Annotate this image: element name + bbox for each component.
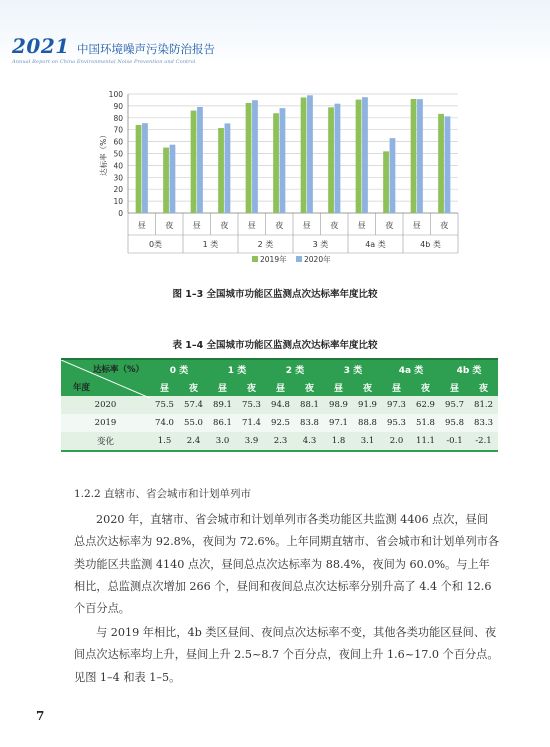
bar <box>170 145 176 213</box>
bar-chart <box>0 0 550 300</box>
bar <box>328 107 334 213</box>
bar <box>246 103 252 213</box>
x-subcategory-label: 昼 <box>302 221 311 230</box>
table-row <box>61 396 498 414</box>
bar <box>301 97 307 213</box>
table-cell: 1.8 <box>324 432 353 451</box>
bar <box>411 99 417 213</box>
bar <box>163 148 169 213</box>
class-header: 2 类 <box>266 359 324 378</box>
corner-label-rate: 达标率（%） <box>92 365 144 375</box>
class-header: 0 类 <box>150 359 208 378</box>
x-category-label: 3 类 <box>312 240 329 249</box>
bar <box>356 100 362 213</box>
table-cell: 98.9 <box>324 396 353 414</box>
report-title: 中国环境噪声污染防治报告 <box>77 42 215 56</box>
report-subtitle: Annual Report on China Environmental Noise Prevention and Control <box>12 59 196 65</box>
table-cell: 95.8 <box>440 414 469 432</box>
y-tick-label: 20 <box>113 185 123 195</box>
table-cell: 3.1 <box>353 432 382 451</box>
x-subcategory-label: 夜 <box>165 221 174 230</box>
y-tick-label: 10 <box>113 197 123 207</box>
table-row <box>61 432 498 451</box>
bar <box>335 104 341 213</box>
x-subcategory-label: 夜 <box>275 221 284 230</box>
table-cell: -0.1 <box>440 432 469 451</box>
table-cell: 89.1 <box>208 396 237 414</box>
bar <box>191 111 197 213</box>
page-number: 7 <box>36 709 45 723</box>
table-cell: 2.3 <box>266 432 295 451</box>
day-header: 昼 <box>266 378 295 396</box>
legend-swatch <box>296 256 302 262</box>
table-cell: 83.8 <box>295 414 324 432</box>
y-tick-label: 30 <box>113 173 123 183</box>
day-header: 昼 <box>324 378 353 396</box>
bar <box>273 113 279 213</box>
table-cell: 2.4 <box>179 432 208 451</box>
table-cell: 95.7 <box>440 396 469 414</box>
body-paragraph: 与 2019 年相比，4b 类区昼间、夜间点次达标率不变，其他各类功能区昼间、夜间点次达标率均上升，昼间上升 2.5~8.7 个百分点，夜间上升 1.6~17.0 个百分点。见图 1–4 和表 1–5。 <box>74 626 499 684</box>
table-cell: 97.3 <box>382 396 411 414</box>
table-cell: 95.3 <box>382 414 411 432</box>
table-cell: 74.0 <box>150 414 179 432</box>
legend-swatch <box>252 256 258 262</box>
table-cell: 81.2 <box>469 396 498 414</box>
row-label: 2019 <box>61 414 150 432</box>
day-header: 昼 <box>150 378 179 396</box>
table-cell: 57.4 <box>179 396 208 414</box>
table-cell: 91.9 <box>353 396 382 414</box>
bar <box>307 95 313 213</box>
x-subcategory-label: 夜 <box>330 221 339 230</box>
corner-label-year: 年度 <box>73 383 91 393</box>
y-tick-label: 80 <box>113 113 123 123</box>
class-header: 4a 类 <box>382 359 440 378</box>
y-tick-label: 40 <box>113 161 123 171</box>
x-category-label: 0类 <box>148 240 163 249</box>
table-cell: 86.1 <box>208 414 237 432</box>
class-header: 4b 类 <box>440 359 498 378</box>
x-subcategory-label: 夜 <box>385 221 394 230</box>
table-cell: 1.5 <box>150 432 179 451</box>
night-header: 夜 <box>411 378 440 396</box>
legend-label: 2020年 <box>304 255 331 264</box>
bar <box>225 123 231 213</box>
bar <box>142 123 148 213</box>
bar <box>252 100 258 213</box>
table-cell: 88.1 <box>295 396 324 414</box>
table-cell: 88.8 <box>353 414 382 432</box>
row-label: 2020 <box>61 396 150 414</box>
bar <box>445 116 451 213</box>
x-subcategory-label: 昼 <box>247 221 256 230</box>
day-header: 昼 <box>382 378 411 396</box>
row-label: 变化 <box>61 432 150 451</box>
table-cell: 75.3 <box>237 396 266 414</box>
table-cell: 4.3 <box>295 432 324 451</box>
x-subcategory-label: 昼 <box>192 221 201 230</box>
bar <box>362 97 368 213</box>
class-header: 1 类 <box>208 359 266 378</box>
night-header: 夜 <box>469 378 498 396</box>
x-category-label: 2 类 <box>257 240 274 249</box>
x-subcategory-label: 夜 <box>440 221 449 230</box>
table-caption: 表 1–4 全国城市功能区监测点次达标率年度比较 <box>172 340 378 351</box>
bar <box>136 125 142 213</box>
table-cell: 3.0 <box>208 432 237 451</box>
table-cell: 94.8 <box>266 396 295 414</box>
day-header: 昼 <box>440 378 469 396</box>
night-header: 夜 <box>237 378 266 396</box>
y-tick-label: 90 <box>113 101 123 111</box>
y-tick-label: 50 <box>113 149 123 159</box>
y-tick-label: 100 <box>108 90 123 99</box>
table-cell: 71.4 <box>237 414 266 432</box>
table-cell: 2.0 <box>382 432 411 451</box>
bar <box>438 114 444 213</box>
legend-label: 2019年 <box>260 255 287 264</box>
table-corner-header <box>61 359 150 396</box>
x-subcategory-label: 夜 <box>220 221 229 230</box>
x-subcategory-label: 昼 <box>137 221 146 230</box>
x-category-label: 4a 类 <box>365 240 386 249</box>
bar <box>417 99 423 213</box>
table-cell: 62.9 <box>411 396 440 414</box>
bar <box>383 151 389 213</box>
x-subcategory-label: 昼 <box>412 221 421 230</box>
body-paragraph: 2020 年，直辖市、省会城市和计划单列市各类功能区共监测 4406 点次，昼间总点次达标率为 92.8%，夜间为 72.6%。上年同期直辖市、省会城市和计划单列市各类功能区共监测 4140 点次，昼间总点次达标率为 88.4%，夜间为 60.0%。与上年相比，总监测点次增加 266 个，昼间和夜间总点次达标率分别升高了 4.4 个和 12.6 个百分点。 <box>74 513 500 616</box>
section-heading: 1.2.2 直辖市、省会城市和计划单列市 <box>74 488 252 500</box>
night-header: 夜 <box>353 378 382 396</box>
bar <box>218 128 224 213</box>
table-cell: 55.0 <box>179 414 208 432</box>
compliance-table <box>61 358 498 452</box>
bar <box>280 108 286 213</box>
day-header: 昼 <box>208 378 237 396</box>
table-cell: 83.3 <box>469 414 498 432</box>
table-cell: 11.1 <box>411 432 440 451</box>
night-header: 夜 <box>295 378 324 396</box>
table-cell: 3.9 <box>237 432 266 451</box>
table-cell: 92.5 <box>266 414 295 432</box>
table-cell: 51.8 <box>411 414 440 432</box>
bar <box>197 107 203 213</box>
bar <box>390 138 396 213</box>
night-header: 夜 <box>179 378 208 396</box>
y-tick-label: 0 <box>118 209 123 218</box>
x-category-label: 1 类 <box>202 240 219 249</box>
table-cell: 75.5 <box>150 396 179 414</box>
table-cell: -2.1 <box>469 432 498 451</box>
y-tick-label: 70 <box>113 125 123 135</box>
y-axis-label: 达标率（%） <box>99 131 108 176</box>
y-tick-label: 60 <box>113 137 123 147</box>
table-row <box>61 414 498 432</box>
x-subcategory-label: 昼 <box>357 221 366 230</box>
class-header: 3 类 <box>324 359 382 378</box>
figure-caption: 图 1–3 全国城市功能区监测点次达标率年度比较 <box>172 289 378 300</box>
report-year: 2021 <box>12 34 70 58</box>
x-category-label: 4b 类 <box>420 240 441 249</box>
table-cell: 97.1 <box>324 414 353 432</box>
